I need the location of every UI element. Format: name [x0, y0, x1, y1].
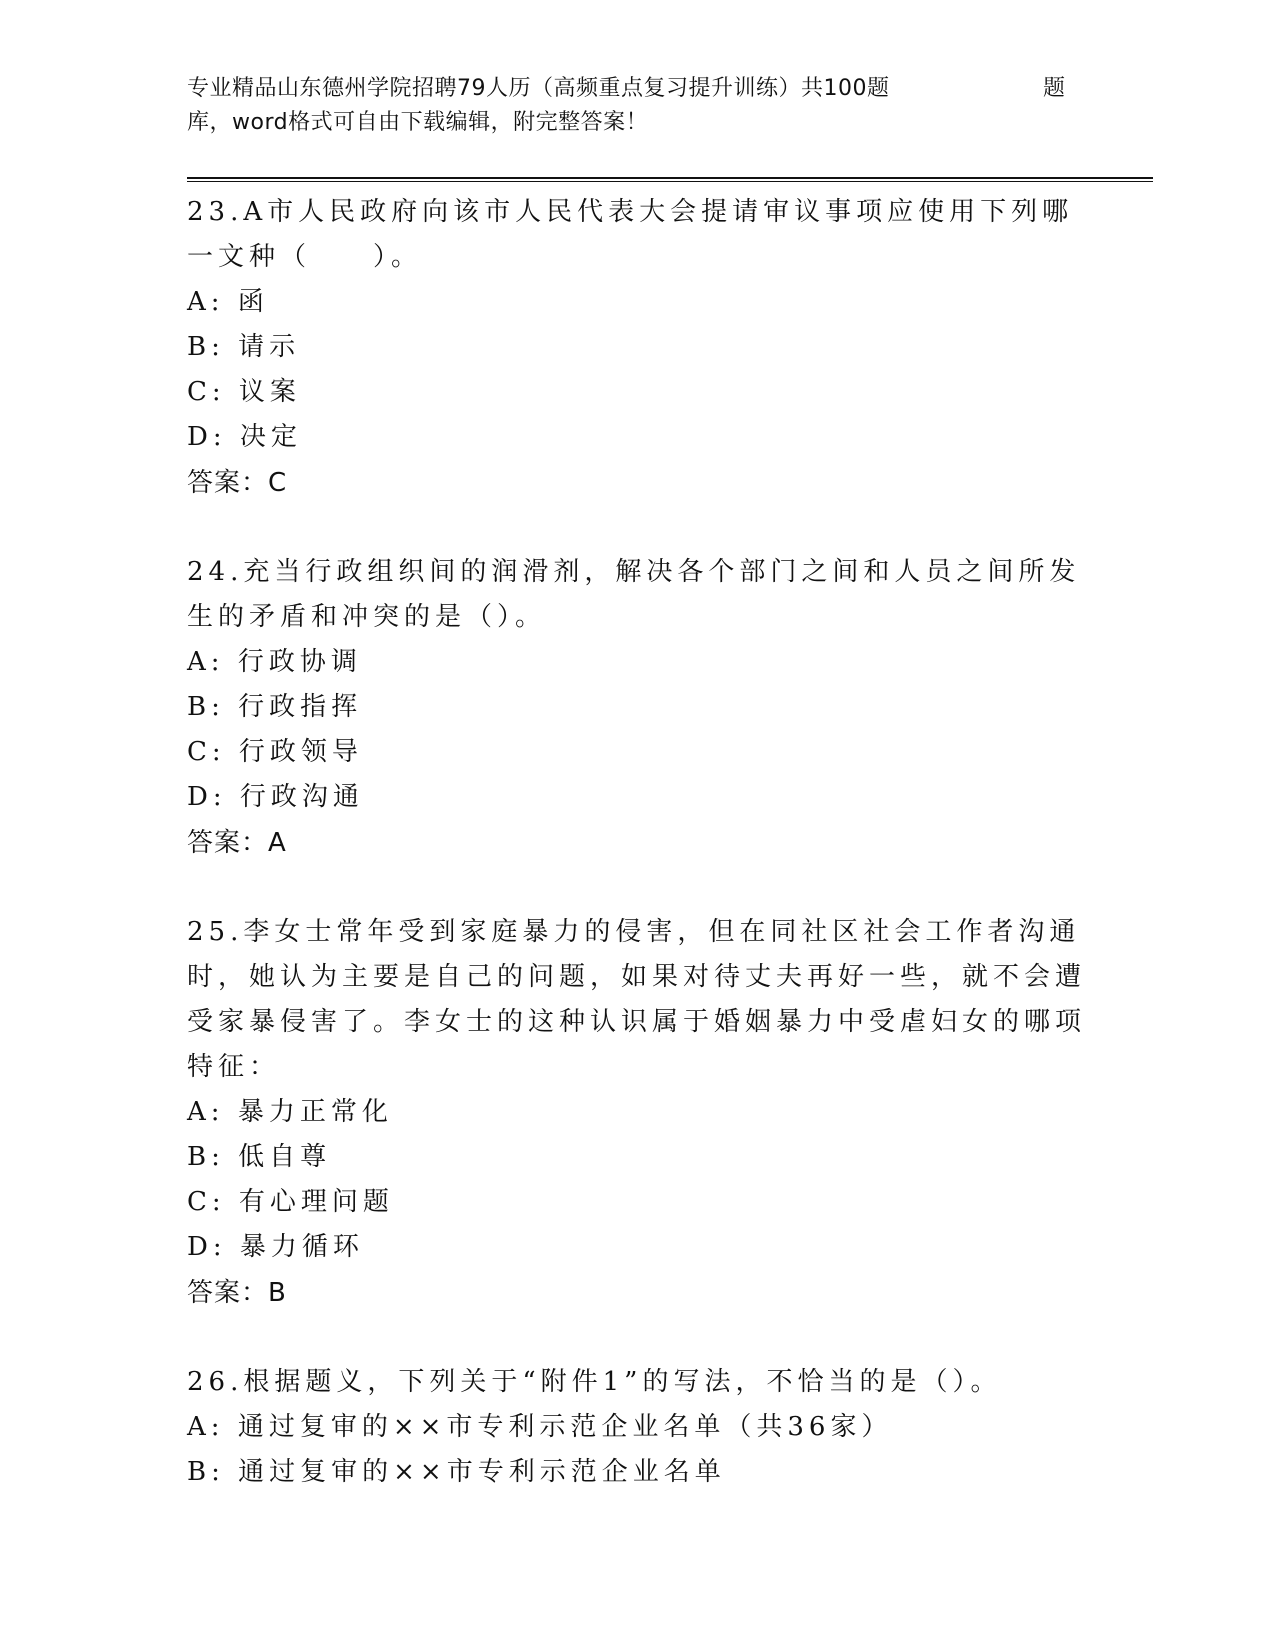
answer-line: 答案：C [187, 468, 288, 498]
question-stem: 24.充当行政组织间的润滑剂，解决各个部门之间和人员之间所发生的矛盾和冲突的是（）。 [187, 557, 1081, 632]
question-item [187, 910, 1087, 1316]
option-key: A: [187, 647, 225, 677]
question-stem: 26.根据题义，下列关于“附件1”的写法，不恰当的是（）。 [187, 1367, 1002, 1397]
option-text: 通过复审的××市专利示范企业名单（共36家） [237, 1412, 893, 1442]
option-c [187, 1180, 1087, 1225]
option-key: B: [187, 332, 225, 362]
page-header [187, 72, 1067, 140]
question-item [187, 190, 1087, 506]
option-key: D: [187, 1232, 227, 1262]
option-text: 行政协调 [237, 647, 362, 677]
option-a [187, 1090, 1087, 1135]
option-a [187, 640, 1087, 685]
option-key: A: [187, 287, 225, 317]
answer-line: 答案：B [187, 1278, 287, 1308]
option-key: C: [187, 1187, 226, 1217]
option-key: D: [187, 422, 227, 452]
option-text: 函 [237, 287, 269, 317]
question-item [187, 1360, 1087, 1495]
option-d [187, 415, 1087, 460]
header-title: 专业精品山东德州学院招聘79人历（高频重点复习提升训练）共100题 [187, 76, 890, 101]
option-a [187, 280, 1087, 325]
question-stem: 23.A市人民政府向该市人民代表大会提请审议事项应使用下列哪一文种（ ）。 [187, 197, 1074, 272]
question-stem: 25.李女士常年受到家庭暴力的侵害，但在同社区社会工作者沟通时，她认为主要是自己的问题，如果对待丈夫再好一些，就不会遭受家暴侵害了。李女士的这种认识属于婚姻暴力中受虐妇女的哪项特征： [187, 917, 1087, 1082]
answer-line: 答案：A [187, 828, 287, 858]
header-line-1 [187, 72, 1067, 106]
option-text: 请示 [238, 332, 301, 362]
option-text: 行政领导 [238, 737, 363, 767]
option-key: C: [187, 737, 226, 767]
option-key: B: [187, 692, 225, 722]
option-b [187, 325, 1087, 370]
option-text: 行政沟通 [239, 782, 364, 812]
option-text: 决定 [239, 422, 302, 452]
option-key: B: [187, 1457, 225, 1487]
option-key: D: [187, 782, 227, 812]
option-d [187, 1225, 1087, 1270]
question-item [187, 550, 1087, 866]
option-b [187, 1135, 1087, 1180]
header-divider [187, 177, 1153, 182]
option-key: B: [187, 1142, 225, 1172]
question-list [187, 190, 1087, 1495]
option-key: A: [187, 1097, 225, 1127]
option-c [187, 370, 1087, 415]
option-text: 行政指挥 [238, 692, 363, 722]
option-text: 议案 [238, 377, 301, 407]
option-text: 低自尊 [238, 1142, 332, 1172]
option-text: 暴力正常化 [237, 1097, 393, 1127]
option-d [187, 775, 1087, 820]
option-key: A: [187, 1412, 225, 1442]
option-b [187, 685, 1087, 730]
option-text: 暴力循环 [239, 1232, 364, 1262]
option-text: 有心理问题 [238, 1187, 394, 1217]
header-line-2: 库，word格式可自由下载编辑，附完整答案！ [187, 110, 649, 135]
option-text: 通过复审的××市专利示范企业名单 [238, 1457, 726, 1487]
option-b [187, 1450, 1087, 1495]
option-key: C: [187, 377, 226, 407]
header-title-tail: 题 [1043, 76, 1066, 101]
option-c [187, 730, 1087, 775]
option-a [187, 1405, 1087, 1450]
